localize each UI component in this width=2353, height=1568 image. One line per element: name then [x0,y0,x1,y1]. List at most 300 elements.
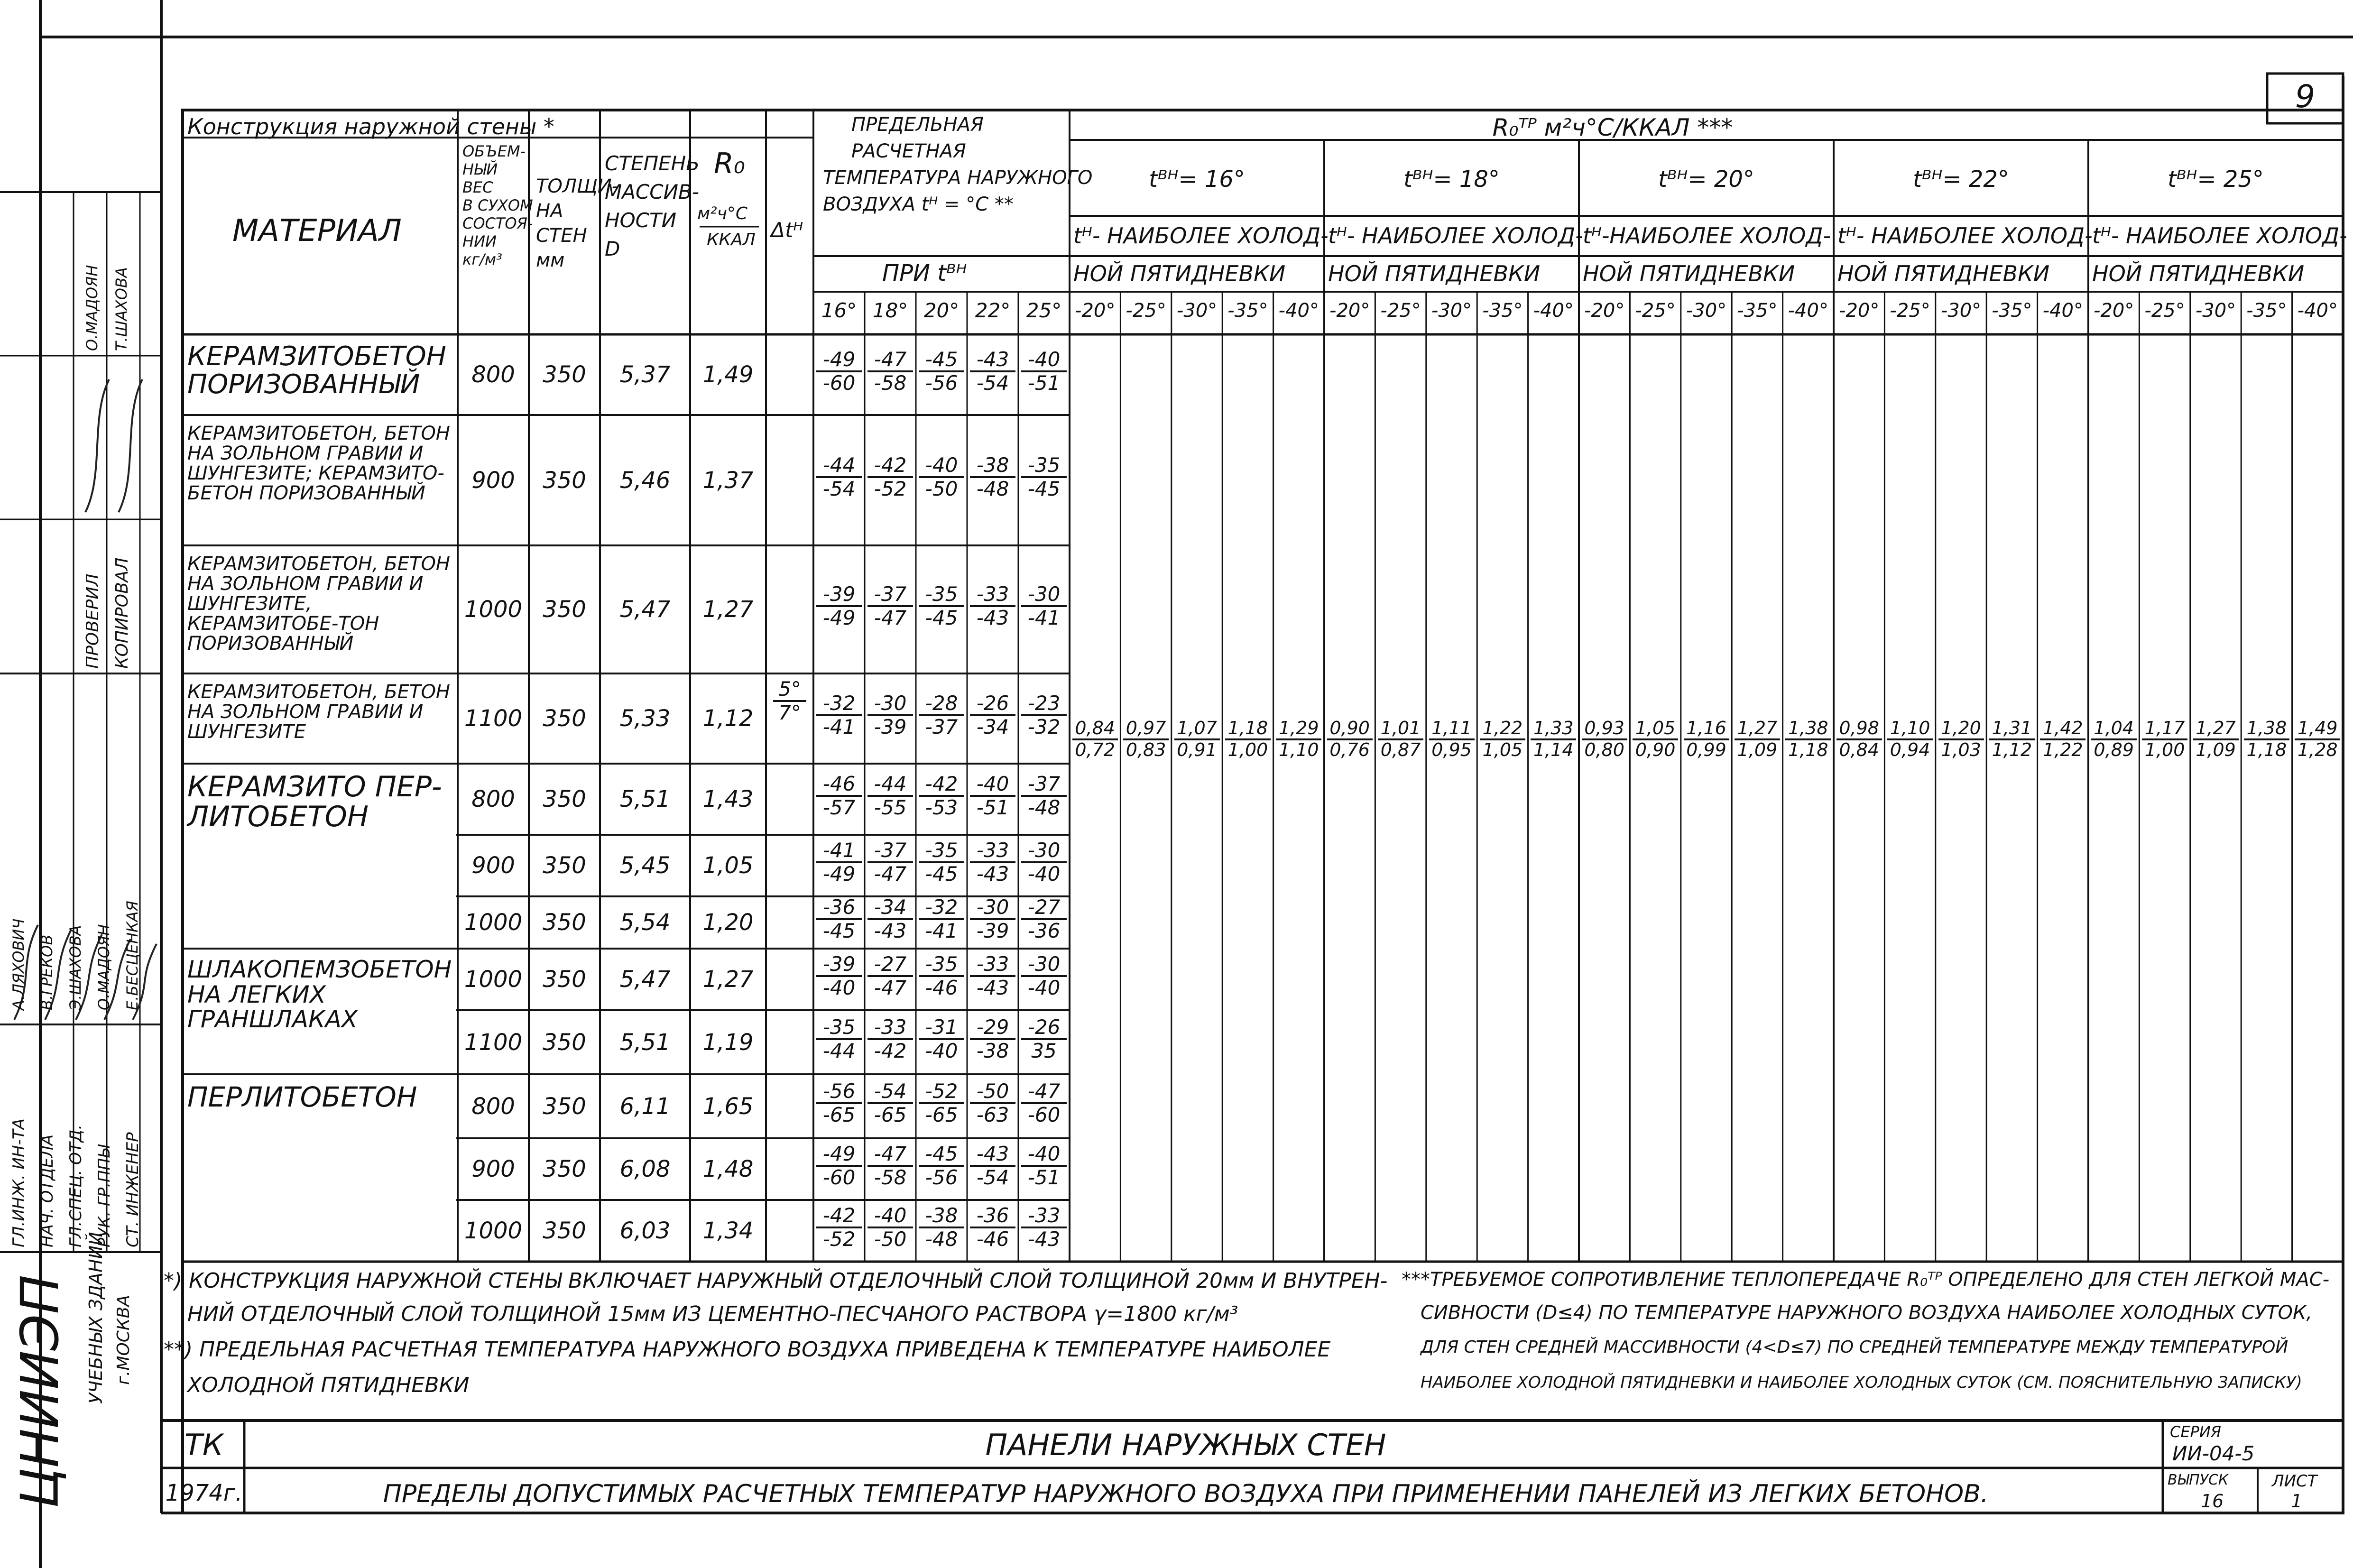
r0-cell: 1,37 [702,467,754,494]
r0-cell: 1,27 [702,966,754,993]
frac-bottom: 0,83 [1126,739,1166,760]
frac-top: -33 [867,1016,913,1040]
weight-cell: 900 [471,852,515,879]
frac-bottom: 1,28 [2297,739,2338,760]
material-cell: ПЕРЛИТОБЕТОН [187,1081,417,1113]
frac-bottom: -37 [925,715,958,739]
frac-bottom: 1,18 [2246,739,2287,760]
limit-temp-cell [867,1016,913,1062]
r0-cell: 1,19 [702,1029,754,1056]
footnote-2a: **) ПРЕДЕЛЬНАЯ РАСЧЕТНАЯ ТЕМПЕРАТУРА НАРУЖНОГО ВОЗДУХА ПРИВЕДЕНА К ТЕМПЕРАТУРЕ НАИБОЛЕЕ [164,1337,1331,1362]
limit-temp-cell [970,454,1015,500]
tv-col-header: 16° [821,299,857,322]
limit-temp-cell [1021,1016,1067,1062]
frac-bottom: -54 [976,371,1009,395]
frac-bottom: 1,09 [1737,739,1778,760]
frac-top: 1,07 [1174,719,1220,740]
material-cell: КЕРАМЗИТОБЕТОН, БЕТОН НА ЗОЛЬНОМ ГРАВИИ И ШУНГЕЗИТЕ; КЕРАМЗИТО-БЕТОН ПОРИЗОВАННЫЙ [187,423,451,504]
group-note2-header: НОЙ ПЯТИДНЕВКИ [2092,261,2305,286]
r0-units-top: м²ч°С [697,204,747,223]
frac-bottom: -58 [874,1166,907,1190]
limit-temp-cell [919,692,964,738]
frac-top: -26 [1021,1016,1067,1040]
frac-top: 1,42 [2040,719,2085,740]
stamp-name: Е.БЕСЦЕНКАЯ [123,901,141,1010]
series-label: СЕРИЯ [2170,1423,2222,1441]
frac-top: -47 [867,349,913,372]
frac-top: -40 [867,1205,913,1228]
massiveness-cell: 5,33 [619,705,671,732]
r0-required-cell [1989,719,2035,760]
frac-bottom: -60 [822,1166,856,1190]
thickness-cell: 350 [543,361,586,388]
group-tv-header: tᴮᴴ= 20° [1658,166,1754,193]
limit-temp-cell [919,839,964,885]
frac-bottom: -45 [925,862,958,886]
frac-bottom: -50 [874,1227,907,1251]
footnote-3c: ДЛЯ СТЕН СРЕДНЕЙ МАССИВНОСТИ (4<D≤7) ПО СРЕДНЕЙ ТЕМПЕРАТУРЕ МЕЖДУ ТЕМПЕРАТУРОЙ [1421,1337,2288,1357]
frac-bottom: 0,80 [1584,739,1624,760]
frac-bottom: -49 [822,606,856,630]
massiveness-cell: 6,03 [619,1218,671,1244]
frac-bottom: -42 [874,1039,907,1062]
limit-temp-cell [867,896,913,942]
limit-temp-cell [1021,349,1067,394]
limit-temp-cell [816,773,862,819]
frac-top: 5° [773,678,806,702]
frac-top: -35 [919,583,964,607]
frac-bottom: -65 [925,1103,958,1126]
delta-t-value [773,678,806,724]
limit-temp-cell [816,454,862,500]
thickness-header-line: ТОЛЩИ- [536,175,619,197]
r0-required-cell [1174,719,1220,760]
frac-bottom: 1,12 [1992,739,2032,760]
limit-temp-cell [919,1205,964,1250]
tv-col-header: 20° [923,299,960,322]
limit-temp-cell [919,896,964,942]
limit-temp-cell [970,1143,1015,1189]
stamp-name: Э.ШАХОВА [66,925,84,1010]
massiveness-cell: 5,37 [619,361,671,388]
frac-top: -27 [867,953,913,977]
issue-label: ВЫПУСК [2168,1472,2229,1488]
limit-temp-cell [816,1080,862,1126]
group-note2-header: НОЙ ПЯТИДНЕВКИ [1837,261,2050,286]
thickness-cell: 350 [543,786,586,812]
frac-top: -56 [816,1080,862,1104]
tn-col-header: -35° [1737,300,1778,322]
r0-required-cell [1684,719,1729,760]
limit-temp-cell [867,454,913,500]
frac-bottom: 1,22 [2042,739,2083,760]
limit-temp-cell [1021,1143,1067,1189]
frac-top: 0,97 [1123,719,1169,740]
limit-temp-cell [816,1143,862,1189]
frac-bottom: -58 [874,371,907,395]
weight-cell: 900 [471,1156,515,1182]
pri-tv-header: ПРИ tᴮᴴ [882,260,967,286]
thickness-cell: 350 [543,596,586,623]
frac-top: -41 [816,839,862,863]
frac-bottom: 1,00 [1227,739,1268,760]
frac-bottom: 0,72 [1075,739,1115,760]
group-note2-header: НОЙ ПЯТИДНЕВКИ [1073,261,1286,286]
limit-temp-cell [1021,1080,1067,1126]
stamp-org: ЦНИИЭП [9,1274,70,1508]
frac-bottom: 1,10 [1278,739,1319,760]
frac-bottom: -46 [925,976,958,1000]
frac-bottom: -32 [1027,715,1061,739]
limit-temp-cell [1021,454,1067,500]
limit-temp-header-line: ВОЗДУХА tᴴ = °С ** [823,194,1014,215]
r0-cell: 1,05 [702,852,754,879]
footnote-1a: *) КОНСТРУКЦИЯ НАРУЖНОЙ СТЕНЫ ВКЛЮЧАЕТ НАРУЖНЫЙ ОТДЕЛОЧНЫЙ СЛОЙ ТОЛЩИНОЙ 20мм И ВНУТРЕН- [164,1269,1388,1293]
tn-col-header: -40° [2297,300,2338,322]
frac-top: -32 [816,692,862,716]
weight-cell: 800 [471,361,515,388]
limit-temp-cell [919,953,964,999]
frac-bottom: -60 [822,371,856,395]
frac-top: -47 [1021,1080,1067,1104]
limit-temp-cell [919,583,964,629]
limit-temp-cell [867,1143,913,1189]
limit-temp-cell [816,1016,862,1062]
frac-bottom: -54 [976,1166,1009,1190]
massiveness-cell: 5,47 [619,596,671,623]
frac-bottom: -52 [874,477,907,500]
frac-top: -35 [1021,454,1067,478]
limit-temp-cell [1021,839,1067,885]
frac-top: -47 [867,1143,913,1167]
frac-bottom: -63 [976,1103,1009,1126]
frac-bottom: -39 [976,919,1009,943]
limit-temp-cell [1021,773,1067,819]
massiveness-cell: 5,51 [619,786,671,812]
limit-temp-cell [867,1205,913,1250]
frac-top: -30 [1021,839,1067,863]
material-cell: КЕРАМЗИТОБЕТОН ПОРИЗОВАННЫЙ [187,341,446,400]
r0-required-cell [1480,719,1525,760]
frac-bottom: -44 [822,1039,856,1062]
frac-top: -40 [970,773,1015,797]
tn-col-header: -20° [1329,300,1370,322]
frac-bottom: -45 [925,606,958,630]
frac-top: -42 [867,454,913,478]
massiveness-header-line: СТЕПЕНЬ [605,152,700,175]
frac-bottom: 35 [1031,1039,1057,1062]
tn-col-header: -25° [1890,300,1930,322]
frac-bottom: -43 [976,606,1009,630]
frac-top: 1,27 [2193,719,2239,740]
year-label: 1974г. [165,1480,243,1506]
stamp-check-name: Т.ШАХОВА [112,267,130,351]
frac-bottom: -43 [976,862,1009,886]
frac-bottom: 0,99 [1686,739,1726,760]
r0-cell: 1,34 [702,1218,754,1244]
frac-top: -33 [970,839,1015,863]
r0-required-cell [1938,719,1984,760]
r0-required-cell [1429,719,1475,760]
frac-top: 1,05 [1633,719,1678,740]
r0-units-bottom: ККАЛ [707,230,756,249]
frac-top: -35 [919,839,964,863]
r0-header: R₀ [714,147,745,180]
stamp-name: В.ГРЕКОВ [38,934,56,1010]
frac-top: -50 [970,1080,1015,1104]
title-line-2: ПРЕДЕЛЫ ДОПУСТИМЫХ РАСЧЕТНЫХ ТЕМПЕРАТУР НАРУЖНОГО ВОЗДУХА ПРИ ПРИМЕНЕНИИ ПАНЕЛЕЙ ИЗ ЛЕГКИХ БЕТОНОВ. [383,1480,1989,1508]
frac-bottom: -55 [874,796,907,820]
stamp-role: РУК. ГР.ППЫ [95,1144,114,1247]
frac-top: 1,27 [1735,719,1780,740]
frac-top: -45 [919,349,964,372]
limit-temp-cell [867,839,913,885]
massiveness-cell: 5,45 [619,852,671,879]
frac-top: -27 [1021,896,1067,920]
weight-cell: 1000 [464,596,523,623]
frac-bottom: 7° [778,701,801,725]
weight-header-line: НИИ [462,232,497,250]
group-note-header: tᴴ- НАИБОЛЕЕ ХОЛОД- [1073,223,1329,249]
limit-temp-cell [970,773,1015,819]
construction-header: Конструкция наружной стены * [187,114,554,139]
thickness-header-line: мм [536,249,565,271]
limit-temp-cell [919,1080,964,1126]
limit-temp-cell [816,583,862,629]
r0-required-cell [2244,719,2289,760]
stamp-role: ГЛ.СПЕЦ. ОТД. [66,1124,85,1247]
limit-temp-cell [970,1205,1015,1250]
frac-top: -43 [970,1143,1015,1167]
frac-bottom: -40 [822,976,856,1000]
r0-required-cell [1327,719,1373,760]
frac-bottom: 1,05 [1482,739,1523,760]
frac-top: -45 [919,1143,964,1167]
frac-top: -32 [919,896,964,920]
weight-header-line: кг/м³ [462,250,502,268]
frac-top: 1,04 [2091,719,2137,740]
frac-bottom: -65 [874,1103,907,1126]
weight-header-line: ОБЪЕМ- [462,142,526,160]
r0-cell: 1,49 [702,361,754,388]
footnote-1b: НИЙ ОТДЕЛОЧНЫЙ СЛОЙ ТОЛЩИНОЙ 15мм ИЗ ЦЕМЕНТНО-ПЕСЧАНОГО РАСТВОРА γ=1800 кг/м³ [187,1302,1238,1326]
tn-col-header: -40° [1788,300,1828,322]
frac-bottom: -48 [1027,796,1061,820]
limit-temp-cell [1021,896,1067,942]
r0-cell: 1,12 [702,705,754,732]
limit-temp-cell [816,692,862,738]
stamp-name: О.МАДОЯН [95,924,113,1010]
series-value: ИИ-04-5 [2172,1442,2255,1465]
tn-col-header: -25° [1635,300,1676,322]
footnote-3a: ***ТРЕБУЕМОЕ СОПРОТИВЛЕНИЕ ТЕПЛОПЕРЕДАЧЕ R₀ᵀᴾ ОПРЕДЕЛЕНО ДЛЯ СТЕН ЛЕГКОЙ МАС- [1402,1269,2330,1291]
frac-top: -37 [867,839,913,863]
frac-bottom: -43 [976,976,1009,1000]
frac-top: -33 [970,953,1015,977]
frac-top: -34 [867,896,913,920]
title-line-1: ПАНЕЛИ НАРУЖНЫХ СТЕН [985,1428,1386,1462]
weight-cell: 1000 [464,909,523,936]
frac-bottom: -53 [925,796,958,820]
r0-required-cell [1785,719,1831,760]
frac-top: -42 [816,1205,862,1228]
frac-top: 1,10 [1887,719,1933,740]
limit-temp-cell [867,1080,913,1126]
tn-col-header: -30° [2195,300,2236,322]
thickness-cell: 350 [543,1156,586,1182]
r0-required-cell [1276,719,1321,760]
tn-col-header: -20° [2094,300,2134,322]
page-number: 9 [2295,78,2315,115]
weight-header-line: НЫЙ [462,160,498,178]
thickness-header-line: НА [536,200,563,222]
tk-label: ТК [185,1428,223,1462]
stamp-role: СТ. ИНЖЕНЕР [123,1132,142,1247]
frac-top: -29 [970,1016,1015,1040]
sheet-value: 1 [2291,1491,2303,1512]
frac-bottom: 1,14 [1533,739,1574,760]
thickness-cell: 350 [543,966,586,993]
limit-temp-cell [970,583,1015,629]
frac-top: -36 [970,1205,1015,1228]
limit-temp-cell [816,1205,862,1250]
frac-top: -33 [1021,1205,1067,1228]
frac-top: -40 [1021,349,1067,372]
tn-col-header: -30° [1431,300,1472,322]
massiveness-cell: 6,08 [619,1156,671,1182]
frac-bottom: -46 [976,1227,1009,1251]
r0-cell: 1,20 [702,909,754,936]
limit-temp-header-line: ТЕМПЕРАТУРА НАРУЖНОГО [823,167,1093,189]
frac-top: -35 [919,953,964,977]
thickness-cell: 350 [543,1093,586,1120]
tv-col-header: 22° [975,299,1011,322]
massiveness-header-line: D [605,237,620,260]
limit-temp-cell [867,349,913,394]
group-tv-header: tᴮᴴ= 16° [1149,166,1245,193]
sheet-label: ЛИСТ [2272,1472,2317,1491]
material-cell: КЕРАМЗИТОБЕТОН, БЕТОН НА ЗОЛЬНОМ ГРАВИИ И ШУНГЕЗИТЕ, КЕРАМЗИТОБЕ-ТОН ПОРИЗОВАННЫЙ [187,553,451,655]
frac-bottom: -47 [874,606,907,630]
frac-top: 1,01 [1378,719,1423,740]
frac-top: -43 [970,349,1015,372]
weight-header-line: ВЕС [462,178,493,196]
r0-required-cell [2091,719,2137,760]
weight-cell: 900 [471,467,515,494]
massiveness-cell: 6,11 [619,1093,671,1120]
r0-required-cell [1123,719,1169,760]
stamp-role: ГЛ.ИНЖ. ИН-ТА [9,1118,28,1247]
frac-bottom: -54 [822,477,856,500]
limit-temp-cell [867,583,913,629]
tn-col-header: -20° [1584,300,1625,322]
frac-top: -44 [816,454,862,478]
frac-bottom: -43 [1027,1227,1061,1251]
frac-top: -30 [970,896,1015,920]
frac-top: -35 [816,1016,862,1040]
limit-temp-cell [919,773,964,819]
massiveness-cell: 5,46 [619,467,671,494]
tn-col-header: -20° [1839,300,1880,322]
tn-col-header: -35° [1482,300,1523,322]
frac-bottom: -40 [925,1039,958,1062]
frac-top: -46 [816,773,862,797]
footnote-3b: СИВНОСТИ (D≤4) ПО ТЕМПЕРАТУРЕ НАРУЖНОГО ВОЗДУХА НАИБОЛЕЕ ХОЛОДНЫХ СУТОК, [1421,1302,2313,1324]
limit-temp-cell [1021,1205,1067,1250]
issue-value: 16 [2201,1491,2224,1512]
tn-col-header: -25° [2144,300,2185,322]
material-cell: ШЛАКОПЕМЗОБЕТОН НА ЛЕГКИХ ГРАНШЛАКАХ [187,956,452,1033]
r0-required-cell [2040,719,2085,760]
footnote-2b: ХОЛОДНОЙ ПЯТИДНЕВКИ [187,1373,470,1397]
frac-top: -28 [919,692,964,716]
frac-top: 0,84 [1072,719,1118,740]
frac-bottom: -50 [925,477,958,500]
weight-cell: 1000 [464,966,523,993]
thickness-cell: 350 [543,852,586,879]
weight-cell: 800 [471,786,515,812]
massiveness-header-line: МАССИВ- [605,180,700,203]
frac-bottom: -48 [976,477,1009,500]
frac-bottom: -57 [822,796,856,820]
frac-bottom: 0,91 [1177,739,1217,760]
frac-top: 1,33 [1531,719,1576,740]
frac-top: -38 [970,454,1015,478]
frac-top: 1,29 [1276,719,1321,740]
r0-required-cell [2193,719,2239,760]
frac-top: -31 [919,1016,964,1040]
tn-col-header: -35° [1992,300,2032,322]
frac-top: 1,11 [1429,719,1475,740]
thickness-cell: 350 [543,1218,586,1244]
r0-required-cell [1072,719,1118,760]
r0-cell: 1,48 [702,1156,754,1182]
weight-cell: 1100 [464,1029,523,1056]
tn-col-header: -25° [1126,300,1166,322]
tn-col-header: -40° [2042,300,2083,322]
r0-cell: 1,27 [702,596,754,623]
frac-top: -52 [919,1080,964,1104]
stamp-name: А.ЛЯХОВИЧ [9,918,28,1010]
thickness-cell: 350 [543,909,586,936]
material-header: МАТЕРИАЛ [232,213,402,249]
frac-bottom: -49 [822,862,856,886]
frac-bottom: -56 [925,371,958,395]
frac-top: 0,98 [1836,719,1882,740]
frac-top: 0,90 [1327,719,1373,740]
massiveness-cell: 5,54 [619,909,671,936]
frac-bottom: 1,03 [1941,739,1981,760]
limit-temp-header-line: РАСЧЕТНАЯ [851,140,966,162]
frac-bottom: -45 [1027,477,1061,500]
frac-bottom: -51 [1027,371,1061,395]
r0-required-cell [1582,719,1627,760]
delta-t-header: Δtᴴ [771,218,803,242]
limit-temp-cell [1021,583,1067,629]
limit-temp-cell [970,896,1015,942]
frac-top: 1,31 [1989,719,2035,740]
frac-top: 1,16 [1684,719,1729,740]
limit-temp-header-line: ПРЕДЕЛЬНАЯ [851,114,984,136]
weight-header-line: В СУХОМ [462,196,533,214]
limit-temp-cell [970,953,1015,999]
group-note-header: tᴴ- НАИБОЛЕЕ ХОЛОД- [1328,223,1583,249]
frac-bottom: -36 [1027,919,1061,943]
frac-bottom: 0,94 [1890,739,1930,760]
r0-required-cell [1633,719,1678,760]
limit-temp-cell [970,692,1015,738]
limit-temp-cell [919,1016,964,1062]
